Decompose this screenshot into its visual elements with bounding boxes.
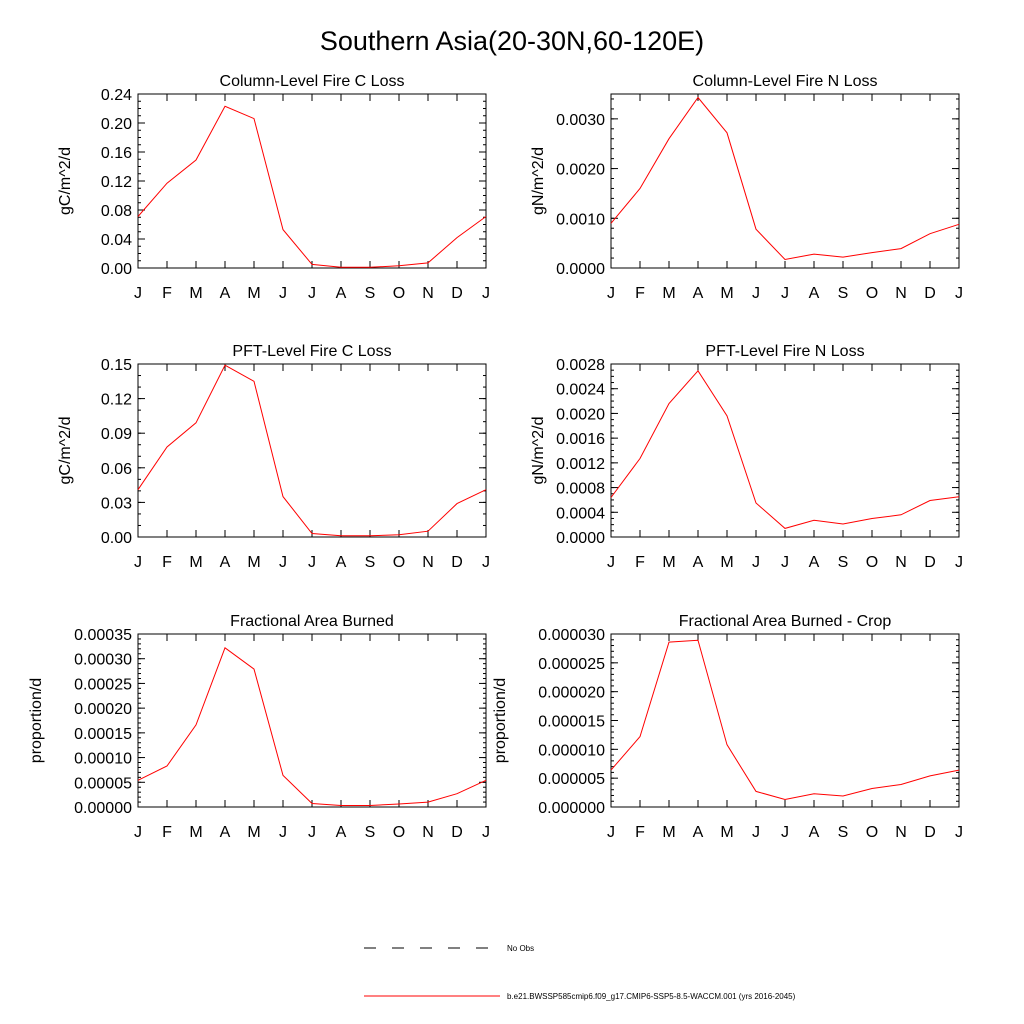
y-tick-label: 0.00005 [74,775,132,793]
y-tick-label: 0.03 [100,495,132,513]
x-tick-label: F [162,285,172,302]
legend [364,944,796,1001]
figure-title: Southern Asia(20-30N,60-120E) [319,26,705,56]
x-tick-label: F [635,285,645,302]
x-tick-label: A [808,824,820,841]
x-tick-label: M [189,824,203,841]
x-tick-label: F [635,824,645,841]
series-line [611,640,959,799]
x-tick-label: O [865,285,879,302]
y-axis-label: proportion/d [28,677,45,764]
x-tick-label: J [279,554,287,571]
x-tick-label: N [422,285,434,302]
x-tick-label: A [692,285,704,302]
x-tick-label: A [219,554,231,571]
y-tick-label: 0.24 [100,87,132,104]
x-tick-label: J [752,824,760,841]
y-tick-label: 0.0024 [556,381,605,399]
x-tick-label: M [247,554,261,571]
plot-frame [611,364,959,537]
x-tick-label: J [482,554,490,571]
panels [28,73,963,841]
x-tick-label: J [955,554,963,571]
y-tick-label: 0.000030 [538,627,605,644]
x-tick-label: M [189,554,203,571]
y-tick-label: 0.09 [100,426,132,444]
x-tick-label: S [364,554,376,571]
y-tick-label: 0.00020 [74,701,132,719]
x-tick-label: J [955,285,963,302]
x-tick-label: O [865,554,879,571]
x-tick-label: S [837,554,849,571]
x-tick-label: J [308,285,316,302]
y-tick-label: 0.06 [100,460,132,478]
panel-4 [530,343,963,571]
x-tick-label: J [781,824,789,841]
series-line [611,98,959,260]
legend-model-label: b.e21.BWSSP585cmip6.f09_g17.CMIP6-SSP5-8.5-WACCM.001 (yrs 2016-2045) [507,992,796,1001]
panel-title: Column-Level Fire N Loss [692,73,878,90]
series-line [611,371,959,529]
x-tick-label: J [134,554,142,571]
x-tick-label: N [422,554,434,571]
x-tick-label: A [692,824,704,841]
panel-3 [57,343,490,571]
y-tick-label: 0.00015 [74,725,132,743]
x-tick-label: J [482,824,490,841]
y-tick-label: 0.000010 [538,742,605,760]
panel-2 [530,73,963,302]
x-tick-label: D [451,824,463,841]
x-tick-label: M [720,285,734,302]
x-tick-label: J [752,554,760,571]
panel-1 [57,73,490,302]
x-tick-label: S [364,824,376,841]
x-tick-label: M [720,554,734,571]
x-tick-label: M [662,285,676,302]
y-tick-label: 0.00010 [74,750,132,768]
y-tick-label: 0.0016 [556,431,605,449]
y-tick-label: 0.00025 [74,676,132,694]
y-tick-label: 0.12 [100,174,132,191]
plot-frame [611,94,959,268]
y-axis-label: gC/m^2/d [57,147,74,215]
x-tick-label: N [895,554,907,571]
y-tick-label: 0.000015 [538,713,605,731]
x-tick-label: J [955,824,963,841]
y-axis-label: gC/m^2/d [57,416,74,485]
panel-6 [492,613,963,841]
x-tick-label: F [162,824,172,841]
x-tick-label: F [162,554,172,571]
plot-frame [138,634,486,807]
y-tick-label: 0.00030 [74,651,132,669]
y-tick-label: 0.00 [100,530,132,547]
x-tick-label: D [451,554,463,571]
y-tick-label: 0.12 [100,391,132,409]
series-line [138,648,486,806]
x-tick-label: M [662,554,676,571]
y-tick-label: 0.0000 [556,530,605,547]
y-tick-label: 0.15 [100,357,132,374]
x-tick-label: J [279,824,287,841]
y-tick-label: 0.0020 [556,161,605,179]
x-tick-label: A [335,824,347,841]
y-tick-label: 0.000020 [538,684,605,702]
x-tick-label: O [865,824,879,841]
x-tick-label: J [134,285,142,302]
y-tick-label: 0.0010 [556,211,605,229]
y-tick-label: 0.00000 [74,800,132,817]
panel-title: PFT-Level Fire C Loss [232,343,392,360]
y-tick-label: 0.000000 [538,800,605,817]
x-tick-label: A [219,285,231,302]
panel-title: PFT-Level Fire N Loss [705,343,865,360]
x-tick-label: J [607,285,615,302]
y-tick-label: 0.0004 [556,505,605,523]
y-tick-label: 0.16 [100,145,132,162]
x-tick-label: A [219,824,231,841]
x-tick-label: A [692,554,704,571]
y-tick-label: 0.04 [100,232,132,249]
x-tick-label: S [837,824,849,841]
series-line [138,365,486,536]
y-tick-label: 0.08 [100,203,132,220]
x-tick-label: A [335,554,347,571]
x-tick-label: J [781,554,789,571]
y-tick-label: 0.0030 [556,111,605,129]
x-tick-label: O [392,554,406,571]
x-tick-label: M [189,285,203,302]
x-tick-label: M [720,824,734,841]
x-tick-label: J [781,285,789,302]
x-tick-label: J [308,554,316,571]
y-axis-label: proportion/d [492,677,509,764]
x-tick-label: D [924,554,936,571]
series-line [138,106,486,267]
x-tick-label: J [482,285,490,302]
y-tick-label: 0.0020 [556,406,605,424]
panel-title: Column-Level Fire C Loss [219,73,405,90]
y-tick-label: 0.0000 [556,261,605,278]
x-tick-label: N [422,824,434,841]
y-axis-label: gN/m^2/d [530,147,547,215]
y-tick-label: 0.20 [100,116,132,133]
legend-obs-label: No Obs [507,944,535,953]
y-axis-label: gN/m^2/d [530,416,547,485]
x-tick-label: A [335,285,347,302]
x-tick-label: J [752,285,760,302]
y-tick-label: 0.0012 [556,455,605,473]
plot-frame [138,94,486,268]
x-tick-label: A [808,554,820,571]
x-tick-label: O [392,285,406,302]
x-tick-label: J [607,554,615,571]
x-tick-label: S [837,285,849,302]
x-tick-label: S [364,285,376,302]
y-tick-label: 0.00 [100,261,132,278]
x-tick-label: D [451,285,463,302]
x-tick-label: A [808,285,820,302]
x-tick-label: O [392,824,406,841]
x-tick-label: D [924,824,936,841]
x-tick-label: J [308,824,316,841]
plot-frame [138,364,486,537]
x-tick-label: N [895,285,907,302]
x-tick-label: N [895,824,907,841]
x-tick-label: M [247,824,261,841]
y-tick-label: 0.0008 [556,480,605,498]
x-tick-label: J [607,824,615,841]
y-tick-label: 0.00035 [74,627,132,644]
x-tick-label: M [662,824,676,841]
x-tick-label: J [279,285,287,302]
x-tick-label: M [247,285,261,302]
y-tick-label: 0.000025 [538,655,605,673]
panel-5 [28,613,490,841]
y-tick-label: 0.000005 [538,771,605,789]
x-tick-label: D [924,285,936,302]
x-tick-label: F [635,554,645,571]
y-tick-label: 0.0028 [556,357,605,374]
panel-title: Fractional Area Burned [230,613,394,630]
panel-title: Fractional Area Burned - Crop [678,613,892,630]
x-tick-label: J [134,824,142,841]
